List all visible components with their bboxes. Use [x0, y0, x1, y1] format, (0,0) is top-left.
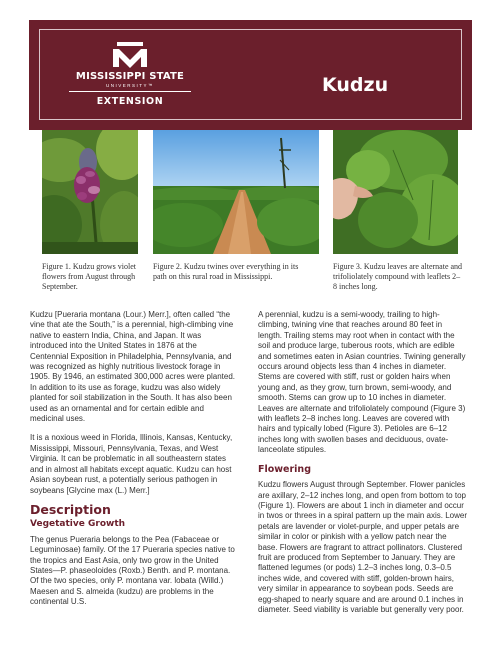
page-title: Kudzu [322, 74, 389, 96]
intro-paragraph-1: Kudzu [Pueraria montana (Lour.) Merr.], often called “the vine that ate the South,” is a perennial, high-climbing vine native to eastern India, China, and Japan. It was introduced into the United States in 1876 at the Centennial Exposition in Philadelphia, Pennsylvania, and was recognized as highly nutritious livestock forage in 1905. By 1946, an estimated 300,000 acres were planted. In addition to its use as forage, kudzu was also widely planted for soil stabilization in the South. It has also been used as an ornamental and for certain edible and medicinal uses. [30, 310, 236, 424]
figure-3-caption: Figure 3. Kudzu leaves are alternate and trifoliolately compound with leaflets 2–8 inches long. [333, 262, 463, 291]
logo-extension-label: EXTENSION [96, 96, 164, 107]
kudzu-road-image [153, 130, 319, 254]
logo-divider [69, 91, 191, 92]
right-column [258, 310, 468, 624]
figure-2-caption: Figure 2. Kudzu twines over everything in its path on this rural road in Mississippi. [153, 262, 299, 281]
vegetative-paragraph-1: The genus Pueraria belongs to the Pea (Fabaceae or Leguminosae) family. Of the 17 Pueraria species native to the tropics and East Asia, only two grow in the United States—P. phaseoloides (Roxb.) Benth. and P. montana. Of the two species, only P. montana var. lobata (Willd.) Maesen and S. almeida (kudzu) are problems in the continental U.S. [30, 534, 235, 607]
figure-2-photo [153, 130, 319, 254]
header-banner [29, 20, 472, 130]
figure-1-caption: Figure 1. Kudzu grows violet flowers from August through September. [42, 262, 136, 291]
extension-logo [65, 40, 195, 118]
vegetative-growth-heading: Vegetative Growth [30, 519, 126, 530]
description-heading: Description [30, 501, 111, 517]
logo-university-name: MISSISSIPPI STATE [75, 71, 185, 82]
figure-3-photo [333, 130, 458, 254]
intro-paragraph-2: It is a noxious weed in Florida, Illinois, Kansas, Kentucky, Mississippi, Missouri, Pennsylvania, Texas, and West Virginia. It can be problematic in all southeastern states and in almost all habitats except aquatic. Kudzu can host Asian soybean rust, a potentially serious pathogen in soybeans [Glycine max (L.) Merr.] [30, 433, 233, 495]
logo-university-label: UNIVERSITY™ [105, 83, 154, 88]
flowering-heading: Flowering [258, 463, 311, 475]
kudzu-leaves-image [333, 130, 458, 254]
vegetative-paragraph-2: A perennial, kudzu is a semi-woody, trailing to high-climbing, twining vine that reaches around 80 feet in length. Trailing stems may root when in contact with the soil and produce large, tuberous roots, which are edible and sometimes eaten in Asian countries. Twining generally occurs around objects less than 4 inches in diameter. Stems are covered with stiff, rust or golden hairs when young and, as they grow, turn brown, semi-woody, and smooth. Stems can grow up to 10 inches in diameter. Leaves are alternate and trifoliolately compound (Figure 3) with leaflets 2–8 inches long. Leaves are covered with hairs and typically lobed (Figure 3). Petioles are 6–12 inches long with swollen bases and deciduous, ovate-lanceolate stipules. [258, 310, 466, 455]
kudzu-flower-image [42, 130, 138, 254]
left-column [30, 310, 237, 613]
msu-emblem-icon [110, 40, 150, 70]
flowering-paragraph: Kudzu flowers August through September. Flower panicles are axillary, 2–12 inches long, and open from bottom to top (Figure 1). Flowers are about 1 inch in diameter and occur in twos or threes in a spiral pattern up the main axis. Lower petals are lavender or violet-purple, and upper petals are similar in color or pinkish with a yellow patch near the base. Flowers are fragrant to attract pollinators. Clustered fruit are produced from September to January. They are flattened legumes (or pods) 1.2–3 inches long, 0.3–0.5 inches wide, and covered with stiff, golden-brown hairs, very similar in appearance to soybean pods. Seeds are egg-shaped to nearly square and are around 0.1 inches in diameter. Seed viability is variable but generally very poor. [258, 480, 467, 614]
header-border [39, 29, 462, 120]
figure-1-photo [42, 130, 138, 254]
